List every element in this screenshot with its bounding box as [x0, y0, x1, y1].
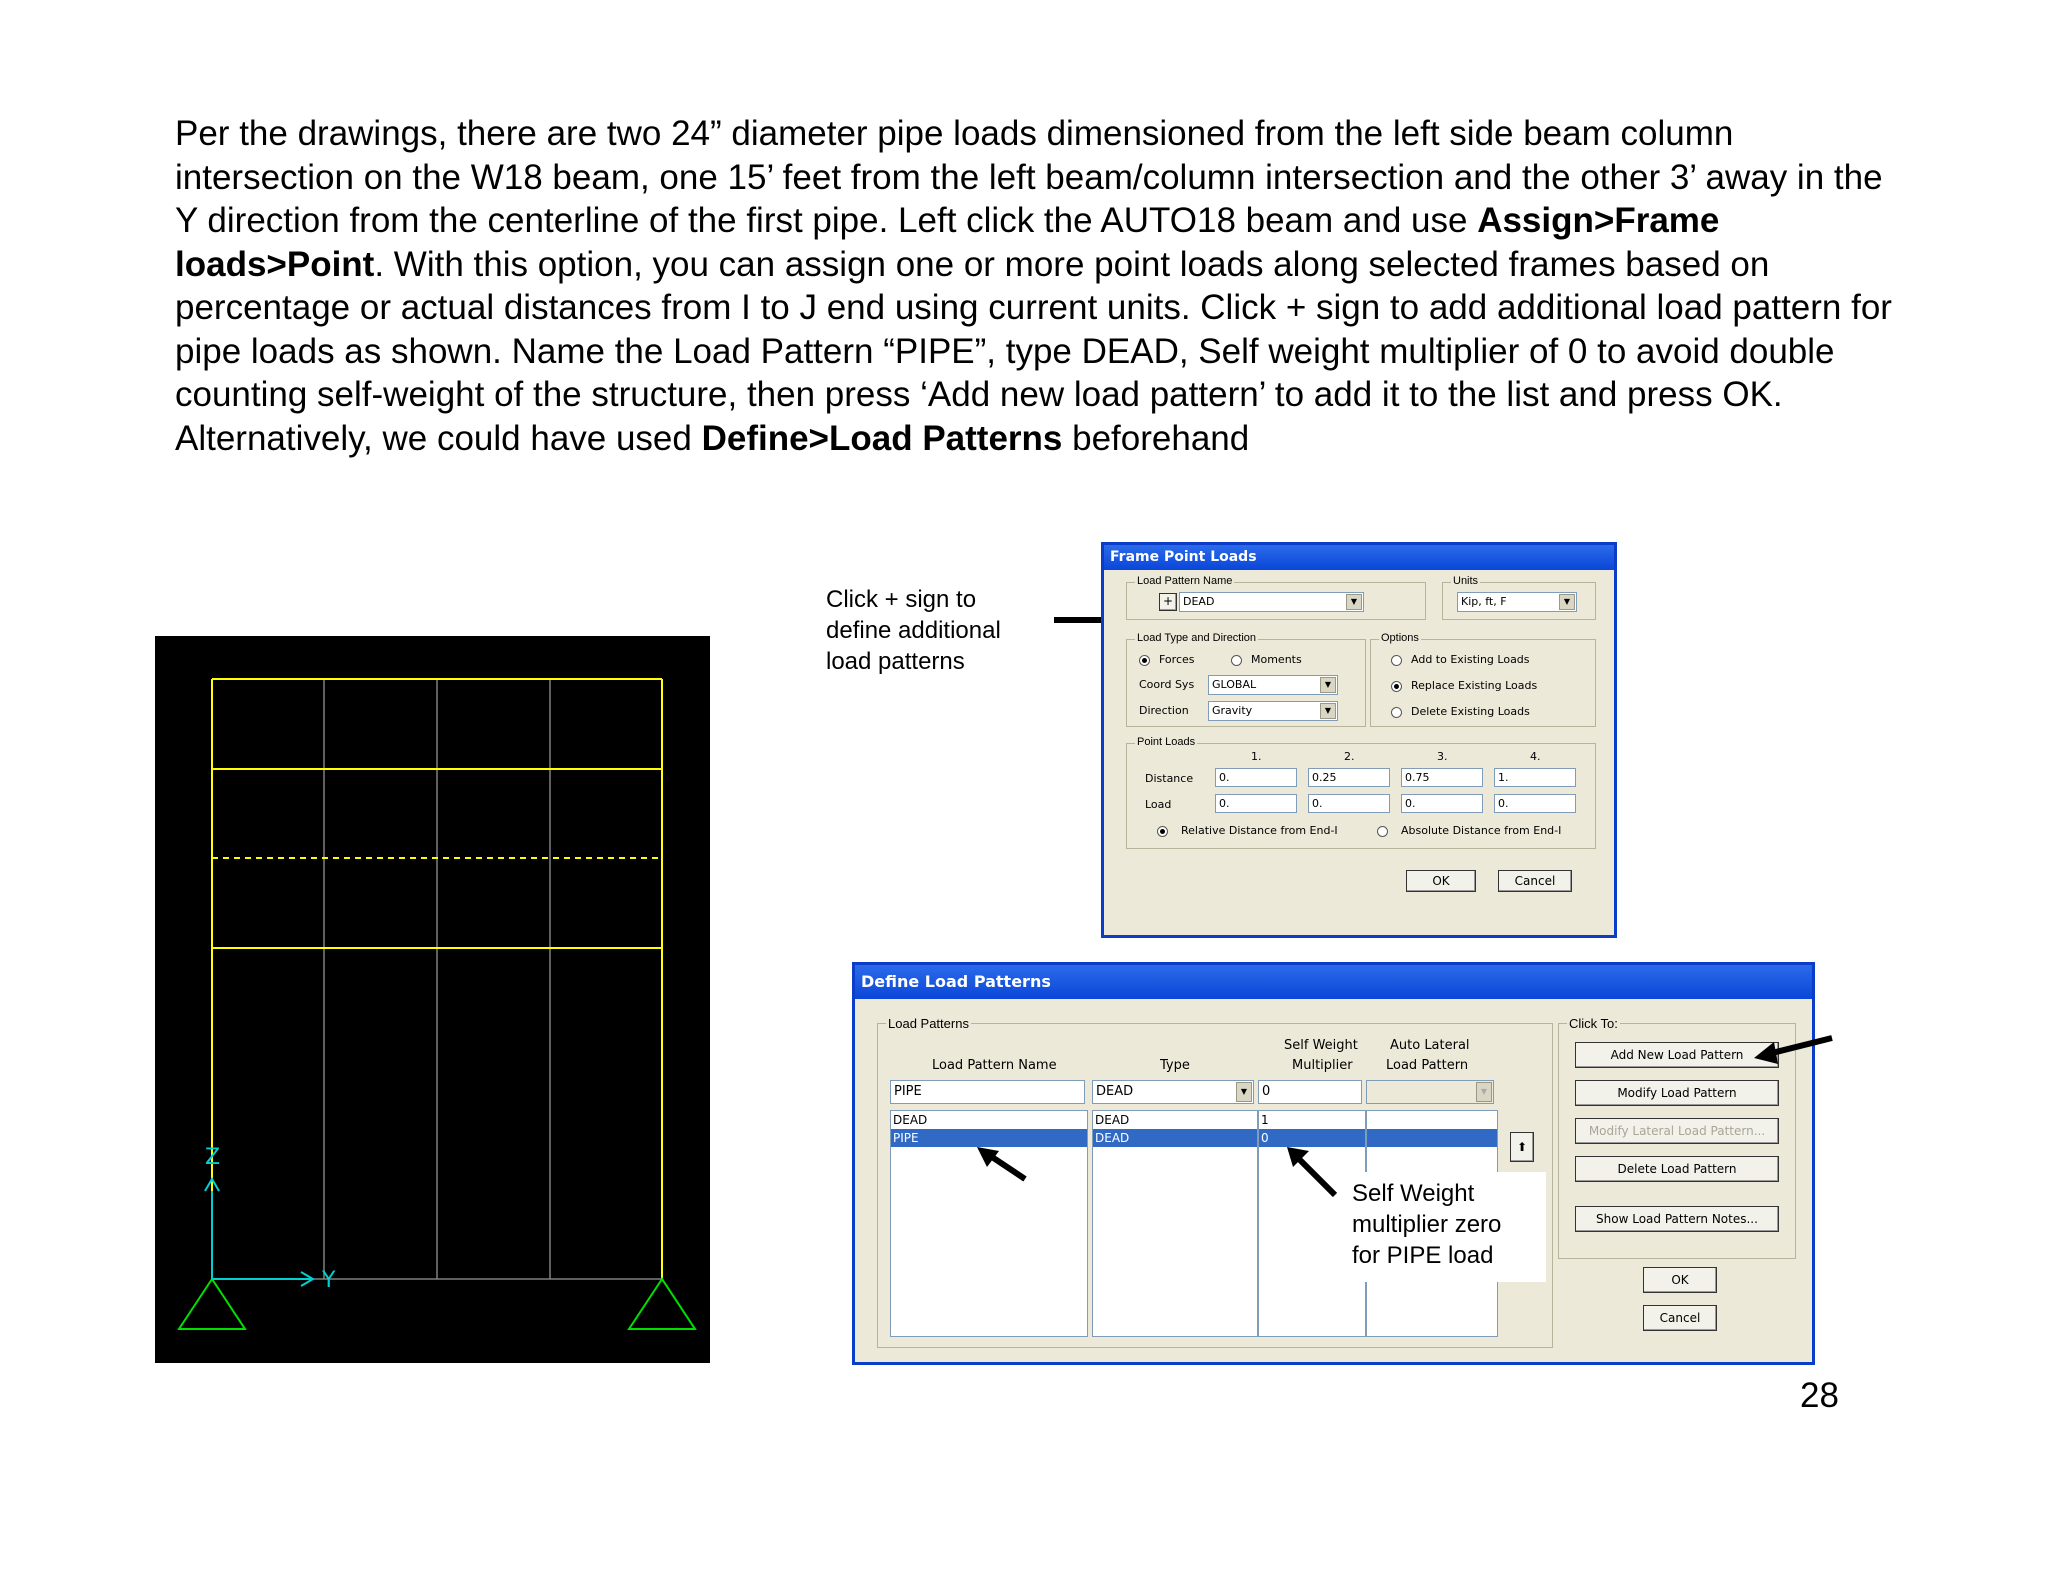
page-number: 28	[1800, 1376, 1839, 1415]
distance-field-2[interactable]: 0.25	[1308, 768, 1390, 787]
coord-sys-label: Coord Sys	[1139, 678, 1195, 691]
moments-radio[interactable]	[1231, 655, 1242, 666]
list-item[interactable]: DEAD	[1095, 1113, 1130, 1127]
callout-line: multiplier zero	[1352, 1211, 1502, 1238]
callout-line: Self Weight	[1352, 1180, 1475, 1207]
modify-lateral-load-pattern-button: Modify Lateral Load Pattern...	[1575, 1118, 1779, 1144]
group-title: Point Loads	[1137, 736, 1196, 748]
column-header-multiplier: Multiplier	[1292, 1058, 1353, 1073]
frame-elevation-drawing	[155, 636, 710, 1363]
list-item[interactable]	[1367, 1129, 1497, 1147]
move-up-button[interactable]	[1510, 1132, 1534, 1162]
delete-existing-label: Delete Existing Loads	[1411, 705, 1530, 718]
ok-button[interactable]: OK	[1643, 1267, 1717, 1293]
load-field-1[interactable]: 0.	[1215, 794, 1297, 813]
chevron-down-icon: ▼	[1559, 594, 1575, 610]
delete-existing-radio[interactable]	[1391, 707, 1402, 718]
relative-distance-label: Relative Distance from End-I	[1181, 824, 1338, 837]
group-title: Click To:	[1569, 1016, 1618, 1031]
intro-text-1: Per the drawings, there are two 24” diameter pipe loads dimensioned from the left side beam column intersection on the W18 beam, one 15’ feet from the left beam/column intersection and the other 3’ away in the Y direction from the centerline of the first pipe. Left click the AUTO18 beam and use	[175, 114, 1883, 240]
load-pattern-select[interactable]	[1179, 592, 1364, 612]
callout-line: define additional	[826, 617, 1001, 644]
list-item[interactable]: DEAD	[893, 1113, 928, 1127]
intro-menu-path-2: Define>Load Patterns	[701, 418, 1063, 458]
load-field-4[interactable]: 0.	[1494, 794, 1576, 813]
load-label: Load	[1145, 798, 1172, 811]
direction-value: Gravity	[1212, 704, 1253, 717]
column-header: 1.	[1251, 750, 1262, 763]
chevron-down-icon: ▼	[1320, 677, 1336, 693]
cancel-button[interactable]: Cancel	[1643, 1305, 1717, 1331]
units-select[interactable]	[1457, 592, 1577, 612]
column-header: 2.	[1344, 750, 1355, 763]
list-item[interactable]: 0	[1259, 1129, 1365, 1147]
add-load-pattern-plus-button[interactable]: +	[1159, 593, 1177, 611]
group-title: Load Pattern Name	[1137, 575, 1233, 587]
callout-self-weight	[1346, 1172, 1546, 1282]
group-title: Load Type and Direction	[1137, 632, 1257, 644]
column-header-type: Type	[1160, 1058, 1190, 1073]
arrow-to-pipe-row	[975, 1145, 1035, 1185]
options-group	[1370, 632, 1596, 727]
modify-load-pattern-button[interactable]: Modify Load Pattern	[1575, 1080, 1779, 1106]
instruction-paragraph	[175, 112, 1895, 460]
list-item[interactable]: 1	[1261, 1113, 1269, 1127]
load-pattern-value: DEAD	[1183, 595, 1215, 608]
type-select[interactable]	[1092, 1080, 1254, 1104]
add-existing-label: Add to Existing Loads	[1411, 653, 1530, 666]
list-item[interactable]: DEAD	[1093, 1129, 1257, 1147]
list-item[interactable]	[1367, 1111, 1497, 1129]
list-item[interactable]: PIPE	[891, 1129, 1087, 1147]
column-header-self-weight: Self Weight	[1284, 1038, 1358, 1053]
frame-point-loads-dialog	[1101, 542, 1617, 938]
direction-label: Direction	[1139, 704, 1189, 717]
column-header-lateral-pattern: Load Pattern	[1386, 1058, 1469, 1073]
show-load-pattern-notes-button[interactable]: Show Load Pattern Notes...	[1575, 1206, 1779, 1232]
callout-line: Click + sign to	[826, 586, 977, 613]
column-header: 3.	[1437, 750, 1448, 763]
ok-button[interactable]: OK	[1406, 870, 1476, 892]
y-axis-label: Y	[322, 1268, 336, 1293]
type-value: DEAD	[1096, 1084, 1134, 1099]
add-new-load-pattern-button[interactable]: Add New Load Pattern	[1575, 1042, 1779, 1068]
column-header: 4.	[1530, 750, 1541, 763]
left-support	[179, 1279, 245, 1329]
absolute-distance-label: Absolute Distance from End-I	[1401, 824, 1562, 837]
z-axis-label: Z	[205, 1145, 221, 1170]
distance-field-3[interactable]: 0.75	[1401, 768, 1483, 787]
callout-plus-sign	[826, 584, 1001, 677]
replace-existing-label: Replace Existing Loads	[1411, 679, 1538, 692]
absolute-distance-radio[interactable]	[1377, 826, 1388, 837]
arrow-up-icon: ⬆	[1516, 1140, 1528, 1154]
units-group	[1442, 575, 1596, 620]
load-type-group	[1126, 632, 1366, 727]
units-value: Kip, ft, F	[1461, 595, 1507, 608]
load-pattern-name-input[interactable]: PIPE	[890, 1080, 1085, 1104]
intro-menu-path-1: Assign>Frame loads>Point	[175, 201, 1720, 284]
load-pattern-name-group	[1126, 575, 1426, 620]
group-title: Units	[1453, 575, 1479, 587]
distance-field-1[interactable]: 0.	[1215, 768, 1297, 787]
add-existing-radio[interactable]	[1391, 655, 1402, 666]
chevron-down-icon: ▼	[1320, 703, 1336, 719]
chevron-down-icon: ▼	[1346, 594, 1362, 610]
direction-select[interactable]	[1208, 701, 1338, 721]
callout-line: for PIPE load	[1352, 1242, 1494, 1269]
group-title: Options	[1381, 632, 1419, 644]
moments-label: Moments	[1251, 653, 1302, 666]
cancel-button[interactable]: Cancel	[1498, 870, 1572, 892]
load-patterns-group	[877, 1016, 1553, 1348]
column-header-name: Load Pattern Name	[932, 1058, 1057, 1073]
coord-sys-select[interactable]	[1208, 675, 1338, 695]
right-support	[629, 1279, 695, 1329]
frame-elevation-view[interactable]	[155, 636, 710, 1363]
group-title: Load Patterns	[888, 1016, 969, 1031]
replace-existing-radio[interactable]	[1391, 681, 1402, 692]
load-field-3[interactable]: 0.	[1401, 794, 1483, 813]
callout-line: load patterns	[826, 648, 965, 675]
chevron-down-icon: ▼	[1236, 1082, 1252, 1102]
relative-distance-radio[interactable]	[1157, 826, 1168, 837]
forces-radio[interactable]	[1139, 655, 1150, 666]
forces-label: Forces	[1159, 653, 1195, 666]
self-weight-multiplier-input[interactable]: 0	[1258, 1080, 1362, 1104]
delete-load-pattern-button[interactable]: Delete Load Pattern	[1575, 1156, 1779, 1182]
chevron-down-icon: ▼	[1476, 1082, 1492, 1102]
arrow-to-zero-multiplier	[1285, 1145, 1345, 1201]
auto-lateral-select	[1366, 1080, 1494, 1104]
coord-sys-value: GLOBAL	[1212, 678, 1257, 691]
point-loads-group	[1126, 736, 1596, 849]
distance-field-4[interactable]: 1.	[1494, 768, 1576, 787]
load-field-2[interactable]: 0.	[1308, 794, 1390, 813]
distance-label: Distance	[1145, 772, 1194, 785]
arrow-to-add-button	[1748, 1026, 1836, 1066]
column-header-auto-lateral: Auto Lateral	[1390, 1038, 1470, 1053]
intro-text-2: . With this option, you can assign one or more point loads along selected frames based on percentage or actual distances from I to J end using current units. Click + sign to add additional load pattern for pipe loads as shown. Name the Load Pattern “PIPE”, type DEAD, Self weight multiplier of 0 to avoid double counting self-weight of the structure, then press ‘Add new load pattern’ to add it to the list and press OK. Alternatively, we could have used	[175, 244, 1892, 458]
dialog-title: Frame Point Loads	[1104, 545, 1614, 570]
intro-text-3: beforehand	[1062, 418, 1250, 458]
type-list[interactable]	[1092, 1110, 1258, 1337]
dialog-title: Define Load Patterns	[855, 965, 1812, 999]
